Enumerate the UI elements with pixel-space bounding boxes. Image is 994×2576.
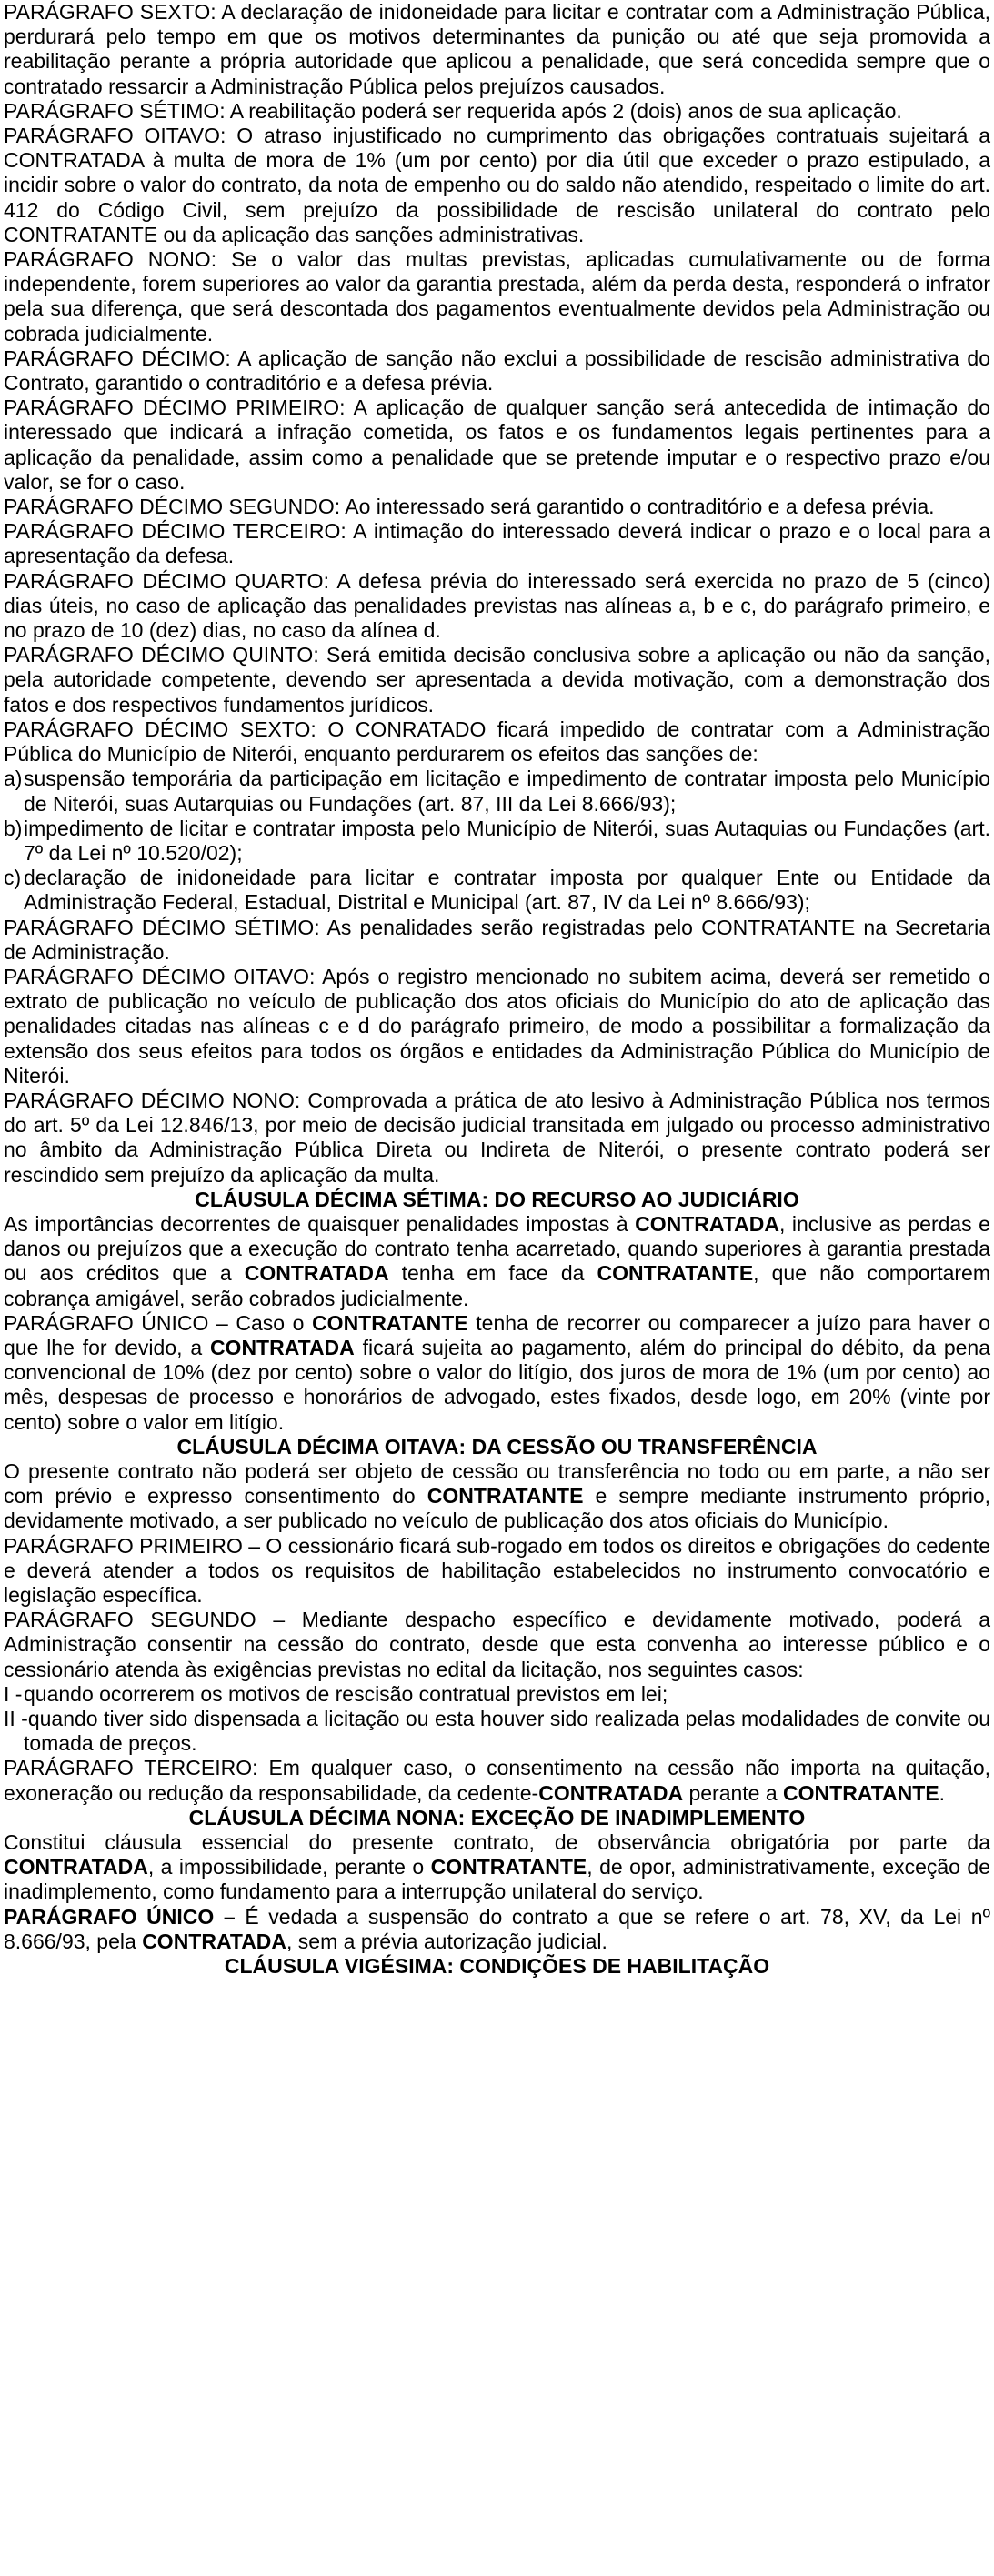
text-run: PARÁGRAFO PRIMEIRO – O cessionário ficará sub-rogado em todos os direitos e obrigações do cedente e deverá atender a todos os requisitos de habilitação estabelecidos no instrumento convocatório e legislação específica. — [4, 1533, 990, 1607]
paragraph — [4, 1830, 990, 1905]
paragraph — [4, 124, 990, 247]
text-run: PARÁGRAFO DÉCIMO: A aplicação de sanção não exclui a possibilidade de rescisão administrativa do Contrato, garantido o contraditório e a defesa prévia. — [4, 346, 990, 396]
bold-text: CONTRATADA — [244, 1261, 389, 1286]
bold-text: CONTRATANTE — [430, 1855, 587, 1879]
paragraph — [4, 1756, 990, 1805]
text-run: suspensão temporária da participação em licitação e impedimento de contratar imposta pelo Município de Niterói, suas Autarquias ou Fundações (art. 87, III da Lei 8.666/93); — [24, 767, 990, 816]
paragraph — [4, 1212, 990, 1311]
list-item — [4, 1682, 990, 1707]
text-run: É vedada a suspensão do contrato a que se refere o art. 78, XV, da Lei nº 8.666/93, pela — [4, 1904, 990, 1953]
text-run: PARÁGRAFO DÉCIMO SEGUNDO: Ao interessado será garantido o contraditório e a defesa prévia. — [4, 495, 935, 519]
text-run: tenha de recorrer ou comparecer a juízo para haver o que lhe for devido, a — [4, 1310, 991, 1359]
text-run: impedimento de licitar e contratar imposta pelo Município de Niterói, suas Autaquias ou Fundações (art. 7º da Lei nº 10.520/02); — [24, 816, 990, 865]
bold-text: CONTRATADA — [209, 1335, 355, 1359]
bold-text: CONTRATADA — [142, 1929, 287, 1953]
paragraph — [4, 965, 990, 1088]
clause-heading — [4, 1188, 990, 1212]
text-run: tenha em face da — [388, 1261, 597, 1286]
text-run: , que não comportarem cobrança amigável, serão cobrados judicialmente. — [4, 1261, 991, 1310]
paragraph — [4, 247, 990, 346]
text-run: PARÁGRAFO SEXTO: A declaração de inidoneidade para licitar e contratar com a Administração Pública, perdurará pelo tempo em que os motivos determinantes da punição ou até que seja promovida a reabilitação perante a própria autoridade que aplicou a penalidade, que será concedida sempre que o contratado ressarcir a Administração Pública pelos prejuízos causados. — [4, 0, 990, 98]
list-item-label: II - — [4, 1707, 28, 1731]
text-run: CLÁUSULA VIGÉSIMA: CONDIÇÕES DE HABILITAÇÃO — [224, 1954, 770, 1979]
paragraph — [4, 1088, 990, 1188]
bold-text: CONTRATANTE — [312, 1310, 468, 1335]
list-item — [4, 1707, 990, 1756]
text-run: PARÁGRAFO DÉCIMO OITAVO: Após o registro mencionado no subitem acima, deverá ser remetido o extrato de publicação no veículo de publicação dos atos oficiais do Município do ato de aplicação das penalidades citadas nas alíneas c e d do parágrafo primeiro, de modo a possibilitar a formalização da extensão dos seus efeitos para todos os órgãos e entidades da Administração Pública do Município de Niterói. — [4, 964, 990, 1088]
text-run: PARÁGRAFO NONO: Se o valor das multas previstas, aplicadas cumulativamente ou de forma independente, forem superiores ao valor da garantia prestada, além da perda desta, responderá o infrator pela sua diferença, que será descontada dos pagamentos eventualmente devidos pela Administração ou cobrada judicialmente. — [4, 247, 990, 346]
clause-heading — [4, 1954, 990, 1979]
paragraph — [4, 495, 990, 519]
paragraph — [4, 519, 990, 568]
text-run: e sempre mediante instrumento próprio, devidamente motivado, a ser publicado no veículo de publicação dos atos oficiais do Município. — [4, 1484, 991, 1533]
bold-text: CONTRATADA — [635, 1211, 779, 1236]
text-run: PARÁGRAFO DÉCIMO QUINTO: Será emitida decisão conclusiva sobre a aplicação ou não da sanção, pela autoridade competente, devendo ser apresentada a devida motivação, com a demonstração dos fatos e dos respectivos fundamentos jurídicos. — [4, 643, 990, 717]
bold-text: CONTRATANTE — [427, 1484, 584, 1509]
list-item-label: c) — [4, 866, 22, 890]
bold-text: CONTRATADA — [4, 1855, 148, 1879]
list-item-label: b) — [4, 816, 23, 840]
text-run: declaração de inidoneidade para licitar e contratar imposta por qualquer Ente ou Entidade da Administração Federal, Estadual, Distrital e Municipal (art. 87, IV da Lei nº 8.666/93); — [24, 866, 990, 915]
text-run: perante a — [683, 1780, 784, 1805]
paragraph — [4, 346, 990, 396]
text-run: . — [939, 1780, 946, 1805]
text-run: PARÁGRAFO DÉCIMO SEXTO: O CONRATADO ficará impedido de contratar com a Administração Pública do Município de Niterói, enquanto perdurarem os efeitos das sanções de: — [4, 717, 990, 767]
paragraph — [4, 643, 990, 717]
paragraph — [4, 1905, 990, 1954]
paragraph — [4, 1311, 990, 1435]
text-run: PARÁGRAFO SÉTIMO: A reabilitação poderá ser requerida após 2 (dois) anos de sua aplicação. — [4, 98, 902, 123]
paragraph — [4, 1608, 990, 1682]
bold-text: CONTRATADA — [538, 1780, 684, 1805]
text-run: PARÁGRAFO ÚNICO – Caso o — [4, 1310, 313, 1335]
paragraph — [4, 1459, 990, 1534]
bold-text: CONTRATANTE — [597, 1261, 754, 1286]
clause-heading — [4, 1806, 990, 1830]
bold-text: CONTRATANTE — [783, 1780, 939, 1805]
text-run: As importâncias decorrentes de quaisquer penalidades impostas à — [4, 1211, 636, 1236]
text-run: PARÁGRAFO DÉCIMO NONO: Comprovada a prática de ato lesivo à Administração Pública nos termos do art. 5º da Lei 12.846/13, por meio de decisão judicial transitada em julgado ou processo administrativo no âmbito da Administração Pública Direta ou Indireta de Niterói, o presente contrato poderá ser rescindido sem prejuízo da aplicação da multa. — [4, 1088, 990, 1187]
bold-text: PARÁGRAFO ÚNICO – — [4, 1904, 236, 1929]
text-run: PARÁGRAFO TERCEIRO: Em qualquer caso, o consentimento na cessão não importa na quitação, exoneração ou redução da responsabilidade, da cedente- — [4, 1756, 990, 1805]
list-item-label: a) — [4, 767, 23, 791]
text-run: , inclusive as perdas e danos ou prejuízos que a execução do contrato tenha acarretado, quando superiores à garantia prestada ou aos créditos que a — [4, 1211, 990, 1286]
list-item — [4, 817, 990, 866]
text-run: O presente contrato não poderá ser objeto de cessão ou transferência no todo ou em parte, a não ser com prévio e expresso consentimento do — [4, 1458, 990, 1509]
text-run: Constitui cláusula essencial do presente contrato, de observância obrigatória por parte da — [4, 1830, 990, 1855]
paragraph — [4, 396, 990, 495]
text-run: , sem a prévia autorização judicial. — [286, 1929, 607, 1953]
paragraph — [4, 569, 990, 644]
paragraph — [4, 717, 990, 767]
text-run: ficará sujeita ao pagamento, além do principal do débito, da pena convencional de 10% (dez por cento) sobre o valor do litígio, dos juros de mora de 1% (um por cento) ao mês, despesas de processo e honorários de advogado, estes fixados, desde logo, em 20% (vinte por cento) sobre o valor em litígio. — [4, 1335, 990, 1434]
list-item — [4, 866, 990, 915]
text-run: quando tiver sido dispensada a licitação ou esta houver sido realizada pelas modalidades de convite ou tomada de preços. — [24, 1707, 990, 1756]
paragraph — [4, 1534, 990, 1609]
text-run: CLÁUSULA DÉCIMA SÉTIMA: DO RECURSO AO JUDICIÁRIO — [195, 1187, 799, 1211]
paragraph — [4, 916, 990, 965]
list-item-label: I - — [4, 1681, 23, 1706]
text-run: , de opor, administrativamente, exceção de inadimplemento, como fundamento para a interrupção unilateral do serviço. — [4, 1855, 990, 1904]
paragraph — [4, 0, 990, 99]
text-run: quando ocorrerem os motivos de rescisão contratual previstos em lei; — [24, 1681, 668, 1706]
text-run: CLÁUSULA DÉCIMA OITAVA: DA CESSÃO OU TRANSFERÊNCIA — [176, 1434, 818, 1458]
list-item — [4, 767, 990, 816]
text-run: , a impossibilidade, perante o — [147, 1855, 431, 1879]
text-run: PARÁGRAFO OITAVO: O atraso injustificado no cumprimento das obrigações contratuais sujeitará a CONTRATADA à multa de mora de 1% (um por cento) por dia útil que exceder o prazo estipulado, a incidir sobre o valor do contrato, da nota de empenho ou do saldo não atendido, respeitado o limite do art. 412 do Código Civil, sem prejuízo da possibilidade de rescisão unilateral do contrato pelo CONTRATANTE ou da aplicação das sanções administrativas. — [4, 124, 990, 246]
clause-heading — [4, 1435, 990, 1459]
text-run: PARÁGRAFO DÉCIMO SÉTIMO: As penalidades serão registradas pelo CONTRATANTE na Secretaria de Administração. — [4, 915, 990, 964]
text-run: PARÁGRAFO DÉCIMO PRIMEIRO: A aplicação de qualquer sanção será antecedida de intimação do interessado que indicará a infração cometida, os fatos e os fundamentos legais pertinentes para a aplicação da penalidade, assim como a penalidade que se pretende imputar e o respectivo prazo e/ou valor, se for o caso. — [4, 396, 990, 494]
text-run: PARÁGRAFO DÉCIMO TERCEIRO: A intimação do interessado deverá indicar o prazo e o local para a apresentação da defesa. — [4, 519, 990, 568]
text-run: CLÁUSULA DÉCIMA NONA: EXCEÇÃO DE INADIMPLEMENTO — [188, 1805, 806, 1829]
text-run: PARÁGRAFO DÉCIMO QUARTO: A defesa prévia do interessado será exercida no prazo de 5 (cinco) dias úteis, no caso de aplicação das penalidades previstas nas alíneas a, b e c, do parágrafo primeiro, e no prazo de 10 (dez) dias, no caso da alínea d. — [4, 568, 990, 643]
text-run: PARÁGRAFO SEGUNDO – Mediante despacho específico e devidamente motivado, poderá a Administração consentir na cessão do contrato, desde que esta convenha ao interesse público e o cessionário atenda às exigências previstas no edital da licitação, nos seguintes casos: — [4, 1608, 990, 1681]
paragraph — [4, 99, 990, 124]
